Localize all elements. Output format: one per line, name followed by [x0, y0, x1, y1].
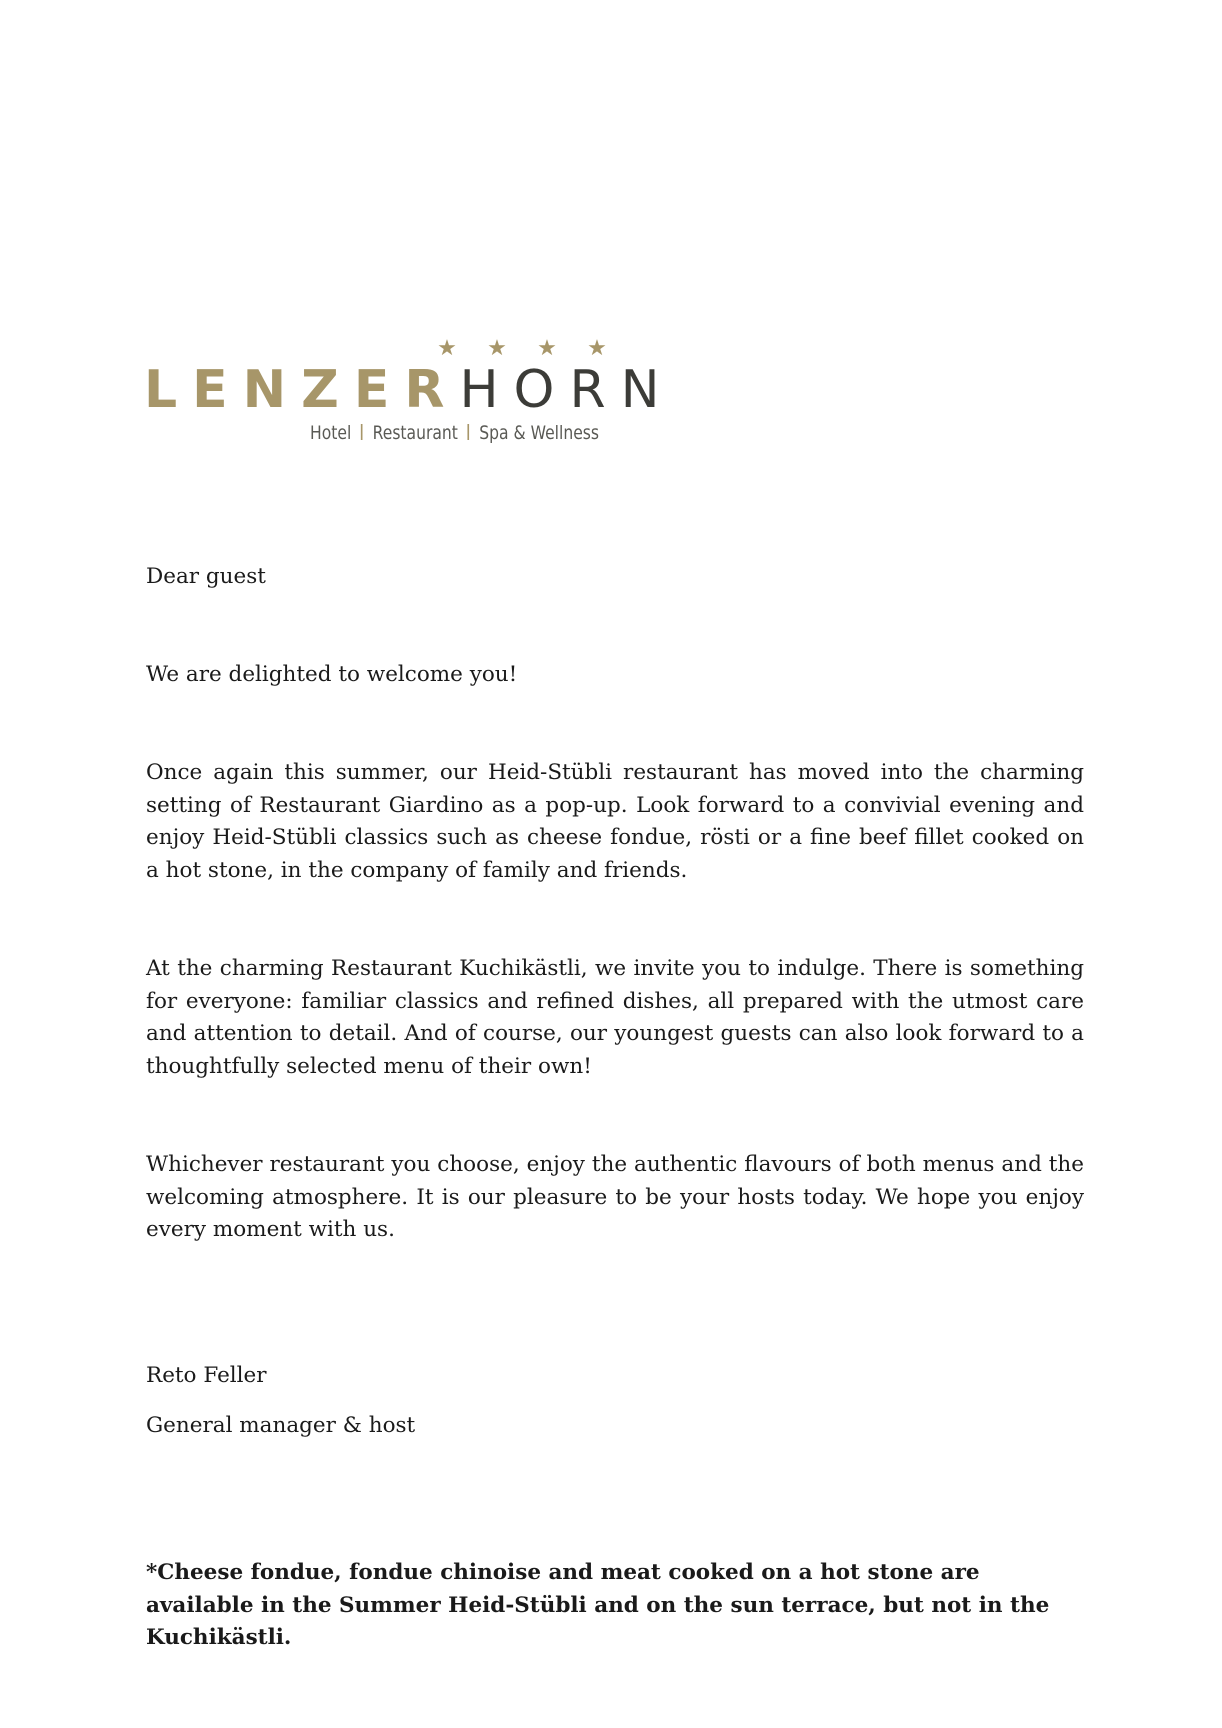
tagline-divider [468, 424, 470, 440]
footnote: *Cheese fondue, fondue chinoise and meat cooked on a hot stone are available in the Summer Heid-Stübli and on the sun terrace, but not in the Kuchikästli. [146, 1560, 1050, 1651]
salutation: Dear guest [146, 564, 266, 589]
paragraph-kuchikaestli: At the charming Restaurant Kuchikästli, we invite you to indulge. There is something for everyone: familiar classics and refined dishes, all prepared with the utmost care and attention to detail. And of course, our youngest guests can also look forward to a thoughtfully selected menu of their own! [146, 956, 1084, 1079]
star-icon: ★ [437, 336, 457, 361]
signature-name: Reto Feller [146, 1363, 267, 1388]
logo-stars [422, 336, 622, 362]
logo-word-lenzer: LENZER [144, 360, 460, 420]
welcome-line: We are delighted to welcome you! [146, 662, 518, 687]
paragraph-heid-stuebli: Once again this summer, our Heid-Stübli restaurant has moved into the charming setting of Restaurant Giardino as a pop-up. Look forward to a convivial evening and enjoy Heid-Stübli classics such as cheese fondue, rösti or a fine beef fillet cooked on a hot stone, in the company of family and friends. [146, 760, 1084, 883]
star-icon: ★ [587, 336, 607, 361]
tagline-spa: Spa & Wellness [479, 422, 600, 444]
signature-title: General manager & host [146, 1413, 416, 1438]
logo-tagline [310, 421, 599, 445]
tagline-divider [361, 424, 363, 440]
tagline-hotel: Hotel [310, 422, 352, 444]
star-icon: ★ [487, 336, 507, 361]
logo-word-horn: HORN [459, 360, 675, 420]
logo-wordmark [144, 360, 675, 420]
paragraph-closing: Whichever restaurant you choose, enjoy the authentic flavours of both menus and the welcoming atmosphere. It is our pleasure to be your hosts today. We hope you enjoy every moment with us. [146, 1152, 1084, 1243]
tagline-restaurant: Restaurant [372, 422, 458, 444]
star-icon: ★ [537, 336, 557, 361]
hotel-logo [144, 336, 675, 456]
